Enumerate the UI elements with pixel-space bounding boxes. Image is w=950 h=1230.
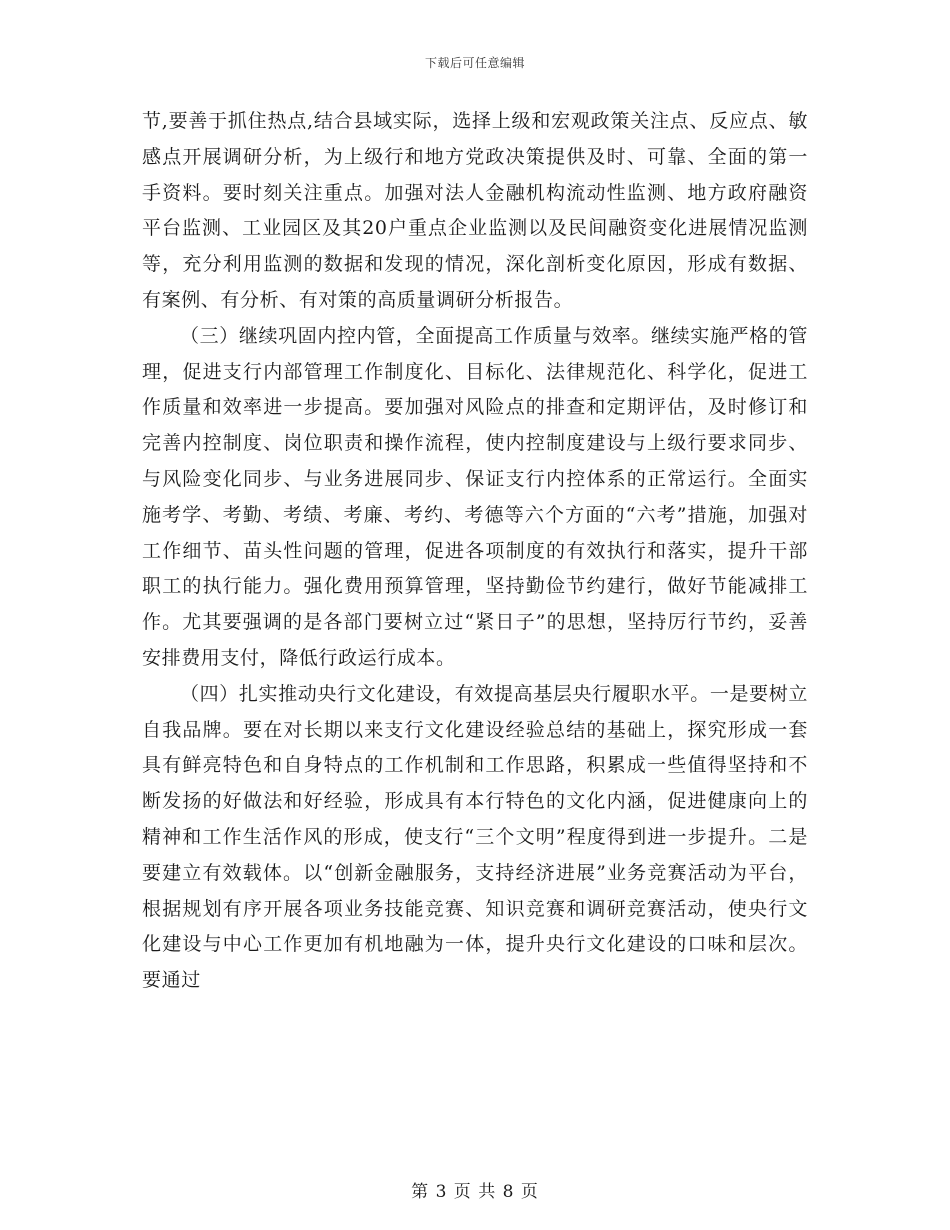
document-body [142, 104, 808, 999]
page-number-footer: 第 3 页 共 8 页 [411, 1182, 539, 1202]
paragraph-section-4: （四）扎实推动央行文化建设，有效提高基层央行履职水平。一是要树立自我品牌。要在对长期以来支行文化建设经验总结的基础上，探究形成一套具有鲜亮特色和自身特点的工作机制和工作思路，积累成一些值得坚持和不断发扬的好做法和好经验，形成具有本行特色的文化内涵，促进健康向上的精神和工作生活作风的形成，使支行“三个文明”程度得到进一步提升。二是要建立有效载体。以“创新金融服务，支持经济进展”业务竞赛活动为平台，根据规划有序开展各项业务技能竞赛、知识竞赛和调研竞赛活动，使央行文化建设与中心工作更加有机地融为一体，提升央行文化建设的口味和层次。要通过 [142, 682, 808, 992]
paragraph-continuation: 节,要善于抓住热点,结合县域实际，选择上级和宏观政策关注点、反应点、敏感点开展调研分析，为上级行和地方党政决策提供及时、可靠、全面的第一手资料。要时刻关注重点。加强对法人金融机构流动性监测、地方政府融资平台监测、工业园区及其20户重点企业监测以及民间融资变化进展情况监测等，充分利用监测的数据和发现的情况，深化剖析变化原因，形成有数据、有案例、有分析、有对策的高质量调研分析报告。 [142, 110, 808, 311]
page-header: 下载后可任意编辑 [424, 56, 525, 70]
paragraph-section-3: （三）继续巩固内控内管，全面提高工作质量与效率。继续实施严格的管理，促进支行内部管理工作制度化、目标化、法律规范化、科学化，促进工作质量和效率进一步提高。要加强对风险点的排查和定期评估，及时修订和完善内控制度、岗位职责和操作流程，使内控制度建设与上级行要求同步、与风险变化同步、与业务进展同步、保证支行内控体系的正常运行。全面实施考学、考勤、考绩、考廉、考约、考德等六个方面的“六考”措施，加强对工作细节、苗头性问题的管理，促进各项制度的有效执行和落实，提升干部职工的执行能力。强化费用预算管理，坚持勤俭节约建行，做好节能减排工作。尤其要强调的是各部门要树立过“紧日子”的思想，坚持厉行节约，妥善安排费用支付，降低行政运行成本。 [142, 324, 808, 669]
